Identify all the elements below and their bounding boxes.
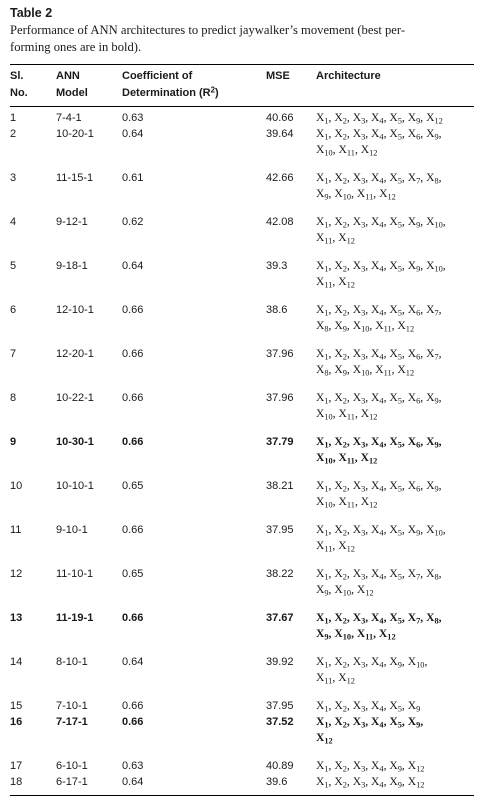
cell-ann-model: 10-30-1 xyxy=(56,436,94,448)
variable-term: $X_3$ xyxy=(352,171,366,186)
variable-term: $X_3$ xyxy=(352,715,366,730)
table-row xyxy=(10,510,474,554)
variable-term: $X_5$ xyxy=(389,347,402,362)
variable-term: $X_4$ xyxy=(371,715,384,730)
variable-term: $X_4$ xyxy=(371,215,384,230)
variable-term: $X_3$ xyxy=(352,479,366,494)
variable-term: $X_{11}$ xyxy=(356,187,374,202)
variable-term: $X_3$ xyxy=(352,215,366,230)
cell-sl-no: 5 xyxy=(10,260,17,272)
variable-term: $X_8$ xyxy=(316,363,329,378)
cell-r2: 0.65 xyxy=(122,480,144,492)
cell-r2: 0.63 xyxy=(122,760,144,772)
variable-term: $X_9$ xyxy=(389,775,402,790)
cell-sl-no: 14 xyxy=(10,656,23,668)
variable-term: $X_1$ xyxy=(316,391,329,406)
cell-mse: 38.6 xyxy=(266,304,288,316)
variable-term: $X_7$ xyxy=(407,611,421,626)
table-row xyxy=(10,746,474,774)
cell-mse: 37.96 xyxy=(266,348,294,360)
caption-line-2: forming ones are in bold). xyxy=(10,40,142,54)
cell-r2: 0.63 xyxy=(122,112,144,124)
variable-term: $X_5$ xyxy=(389,111,402,126)
table-row xyxy=(10,107,474,126)
cell-sl-no: 11 xyxy=(10,524,22,536)
cell-mse: 38.21 xyxy=(266,480,294,492)
variable-term: $X_2$ xyxy=(334,611,347,626)
variable-term: $X_{12}$ xyxy=(360,495,378,510)
variable-term: $X_3$ xyxy=(352,699,366,714)
variable-term: $X_{10}$ xyxy=(407,655,425,670)
cell-architecture: $X_1$, $X_2$, $X_3$, $X_4$, $X_5$, $X_7$, $X_8$, $X_9$, $X_{10}$, $X_{11}$, $X_{12}$ xyxy=(316,611,442,642)
variable-term: $X_{12}$ xyxy=(360,407,378,422)
variable-term: $X_9$ xyxy=(316,583,329,598)
variable-term: $X_{10}$ xyxy=(426,215,443,230)
cell-architecture: $X_1$, $X_2$, $X_3$, $X_4$, $X_5$, $X_9$, $X_{10}$, $X_{11}$, $X_{12}$ xyxy=(316,215,446,246)
cell-architecture: $X_1$, $X_2$, $X_3$, $X_4$, $X_5$, $X_9$ xyxy=(316,699,421,714)
variable-term: $X_6$ xyxy=(407,435,421,450)
cell-mse: 39.6 xyxy=(266,776,288,788)
variable-term: $X_3$ xyxy=(352,303,366,318)
cell-r2: 0.64 xyxy=(122,656,144,668)
cell-sl-no: 7 xyxy=(10,348,17,360)
table-row xyxy=(10,202,474,246)
variable-term: $X_1$ xyxy=(316,347,329,362)
variable-term: $X_5$ xyxy=(389,171,402,186)
variable-term: $X_{12}$ xyxy=(407,775,425,790)
variable-term: $X_4$ xyxy=(371,259,384,274)
cell-architecture: $X_1$, $X_2$, $X_3$, $X_4$, $X_5$, $X_6$, $X_9$, $X_{10}$, $X_{11}$, $X_{12}$ xyxy=(316,435,442,466)
variable-term: $X_8$ xyxy=(316,319,329,334)
variable-term: $X_{10}$ xyxy=(426,259,443,274)
table-row xyxy=(10,686,474,714)
cell-mse: 39.64 xyxy=(266,128,294,140)
cell-r2: 0.66 xyxy=(122,524,144,536)
cell-ann-model: 7-17-1 xyxy=(56,716,88,728)
variable-term: $X_9$ xyxy=(426,435,439,450)
variable-term: $X_2$ xyxy=(334,127,347,142)
cell-r2: 0.66 xyxy=(122,392,144,404)
cell-architecture: $X_1$, $X_2$, $X_3$, $X_4$, $X_5$, $X_7$, $X_8$, $X_9$, $X_{10}$, $X_{12}$ xyxy=(316,567,442,598)
variable-term: $X_{10}$ xyxy=(316,451,333,466)
cell-ann-model: 7-4-1 xyxy=(56,112,82,124)
cell-sl-no: 12 xyxy=(10,568,23,580)
variable-term: $X_{11}$ xyxy=(316,539,333,554)
variable-term: $X_8$ xyxy=(426,611,439,626)
cell-architecture: $X_1$, $X_2$, $X_3$, $X_4$, $X_9$, $X_{10}$, $X_{11}$, $X_{12}$ xyxy=(316,655,428,686)
variable-term: $X_6$ xyxy=(407,127,421,142)
variable-term: $X_{11}$ xyxy=(316,275,333,290)
variable-term: $X_{10}$ xyxy=(316,143,333,158)
cell-r2: 0.64 xyxy=(122,776,144,788)
cell-mse: 39.92 xyxy=(266,656,294,668)
variable-term: $X_7$ xyxy=(426,347,439,362)
cell-ann-model: 12-20-1 xyxy=(56,348,94,360)
variable-term: $X_9$ xyxy=(407,215,421,230)
table-row xyxy=(10,378,474,422)
variable-term: $X_4$ xyxy=(371,111,384,126)
variable-term: $X_6$ xyxy=(407,347,421,362)
cell-ann-model: 10-22-1 xyxy=(56,392,94,404)
cell-sl-no: 3 xyxy=(10,172,17,184)
table-figure xyxy=(10,6,474,796)
cell-sl-no: 13 xyxy=(10,612,23,624)
variable-term: $X_9$ xyxy=(334,363,347,378)
cell-mse: 39.3 xyxy=(266,260,288,272)
variable-term: $X_{11}$ xyxy=(338,143,355,158)
cell-r2: 0.66 xyxy=(122,304,144,316)
variable-term: $X_4$ xyxy=(371,435,384,450)
variable-term: $X_1$ xyxy=(316,523,329,538)
variable-term: $X_2$ xyxy=(334,435,347,450)
variable-term: $X_3$ xyxy=(352,435,366,450)
variable-term: $X_1$ xyxy=(316,111,329,126)
variable-term: $X_3$ xyxy=(352,775,366,790)
variable-term: $X_3$ xyxy=(352,567,366,582)
cell-architecture: $X_1$, $X_2$, $X_3$, $X_4$, $X_5$, $X_6$, $X_7$, $X_8$, $X_9$, $X_{10}$, $X_{11}$, $X_{12}$ xyxy=(316,347,442,378)
cell-ann-model: 10-10-1 xyxy=(56,480,94,492)
variable-term: $X_7$ xyxy=(426,303,439,318)
variable-term: $X_1$ xyxy=(316,479,329,494)
variable-term: $X_3$ xyxy=(352,111,366,126)
variable-term: $X_{11}$ xyxy=(316,231,333,246)
variable-term: $X_2$ xyxy=(334,391,347,406)
variable-term: $X_3$ xyxy=(352,611,366,626)
variable-term: $X_9$ xyxy=(426,127,439,142)
variable-term: $X_4$ xyxy=(371,775,384,790)
variable-term: $X_{10}$ xyxy=(334,583,352,598)
variable-term: $X_{12}$ xyxy=(397,319,415,334)
variable-term: $X_{11}$ xyxy=(316,671,333,686)
variable-term: $X_{10}$ xyxy=(352,319,370,334)
variable-term: $X_7$ xyxy=(407,567,421,582)
variable-term: $X_9$ xyxy=(426,479,439,494)
cell-sl-no: 18 xyxy=(10,776,23,788)
variable-term: $X_5$ xyxy=(389,715,402,730)
variable-term: $X_5$ xyxy=(389,391,402,406)
variable-term: $X_3$ xyxy=(352,127,366,142)
variable-term: $X_{10}$ xyxy=(426,523,443,538)
variable-term: $X_3$ xyxy=(352,523,366,538)
table-row xyxy=(10,642,474,686)
variable-term: $X_4$ xyxy=(371,523,384,538)
variable-term: $X_{10}$ xyxy=(316,407,333,422)
cell-architecture: $X_1$, $X_2$, $X_3$, $X_4$, $X_5$, $X_7$, $X_8$, $X_9$, $X_{10}$, $X_{11}$, $X_{12}$ xyxy=(316,171,442,202)
table-row xyxy=(10,714,474,746)
variable-term: $X_4$ xyxy=(371,303,384,318)
variable-term: $X_9$ xyxy=(389,655,402,670)
variable-term: $X_2$ xyxy=(334,171,347,186)
variable-term: $X_7$ xyxy=(407,171,421,186)
table-label: Table 2 xyxy=(10,6,53,20)
cell-ann-model: 9-18-1 xyxy=(56,260,88,272)
cell-mse: 37.96 xyxy=(266,392,294,404)
variable-term: $X_4$ xyxy=(371,391,384,406)
variable-term: $X_{11}$ xyxy=(356,627,374,642)
cell-sl-no: 9 xyxy=(10,436,17,448)
variable-term: $X_3$ xyxy=(352,391,366,406)
header-architecture: Architecture xyxy=(316,70,381,82)
variable-term: $X_2$ xyxy=(334,655,347,670)
cell-r2: 0.66 xyxy=(122,612,144,624)
variable-term: $X_1$ xyxy=(316,655,329,670)
table-row xyxy=(10,598,474,642)
variable-term: $X_9$ xyxy=(316,187,329,202)
variable-term: $X_6$ xyxy=(407,391,421,406)
variable-term: $X_{12}$ xyxy=(397,363,415,378)
cell-sl-no: 10 xyxy=(10,480,23,492)
variable-term: $X_6$ xyxy=(407,303,421,318)
variable-term: $X_3$ xyxy=(352,259,366,274)
cell-sl-no: 8 xyxy=(10,392,17,404)
variable-term: $X_2$ xyxy=(334,259,347,274)
variable-term: $X_1$ xyxy=(316,715,329,730)
variable-term: $X_{12}$ xyxy=(356,583,374,598)
table-row xyxy=(10,422,474,466)
header-coefficient: Coefficient of Determination $(R^2)$ xyxy=(122,70,219,99)
variable-term: $X_1$ xyxy=(316,759,329,774)
cell-architecture: $X_1$, $X_2$, $X_3$, $X_4$, $X_5$, $X_6$, $X_7$, $X_8$, $X_9$, $X_{10}$, $X_{11}$, $X_{12}$ xyxy=(316,303,442,334)
variable-term: $X_{10}$ xyxy=(352,363,370,378)
results-table xyxy=(10,65,474,102)
cell-sl-no: 1 xyxy=(10,112,17,124)
table-row xyxy=(10,290,474,334)
cell-r2: 0.66 xyxy=(122,348,144,360)
variable-term: $X_1$ xyxy=(316,215,329,230)
variable-term: $X_2$ xyxy=(334,215,347,230)
variable-term: $X_2$ xyxy=(334,567,347,582)
variable-term: $X_2$ xyxy=(334,347,347,362)
variable-term: $X_8$ xyxy=(426,171,439,186)
cell-ann-model: 8-10-1 xyxy=(56,656,88,668)
cell-ann-model: 11-15-1 xyxy=(56,172,94,184)
variable-term: $X_1$ xyxy=(316,567,329,582)
variable-term: $X_9$ xyxy=(407,111,421,126)
variable-term: $X_4$ xyxy=(371,127,384,142)
cell-architecture: $X_1$, $X_2$, $X_3$, $X_4$, $X_5$, $X_9$, $X_{10}$, $X_{11}$, $X_{12}$ xyxy=(316,523,446,554)
variable-term: $X_4$ xyxy=(371,699,384,714)
variable-term: $X_{12}$ xyxy=(338,275,355,290)
cell-mse: 37.52 xyxy=(266,716,294,728)
variable-term: $X_4$ xyxy=(371,479,384,494)
variable-term: $X_5$ xyxy=(389,699,402,714)
cell-sl-no: 16 xyxy=(10,716,23,728)
cell-architecture: $X_1$, $X_2$, $X_3$, $X_4$, $X_9$, $X_{12}$ xyxy=(316,775,425,790)
header-ann-model: ANN Model xyxy=(56,70,88,99)
cell-r2: 0.66 xyxy=(122,700,144,712)
cell-r2: 0.66 xyxy=(122,716,144,728)
variable-term: $X_5$ xyxy=(389,479,402,494)
variable-term: $X_{12}$ xyxy=(379,187,396,202)
variable-term: $X_9$ xyxy=(407,715,421,730)
variable-term: $X_1$ xyxy=(316,303,329,318)
variable-term: $X_{12}$ xyxy=(426,111,443,126)
variable-term: $X_{12}$ xyxy=(360,451,378,466)
variable-term: $X_{12}$ xyxy=(338,539,355,554)
cell-mse: 38.22 xyxy=(266,568,294,580)
table-caption xyxy=(10,22,474,56)
cell-ann-model: 11-10-1 xyxy=(56,568,94,580)
cell-architecture: $X_1$, $X_2$, $X_3$, $X_4$, $X_5$, $X_6$, $X_9$, $X_{10}$, $X_{11}$, $X_{12}$ xyxy=(316,479,442,510)
variable-term: $X_1$ xyxy=(316,699,329,714)
cell-mse: 40.66 xyxy=(266,112,294,124)
variable-term: $X_5$ xyxy=(389,435,402,450)
header-sl-no: Sl. No. xyxy=(10,70,28,99)
variable-term: $X_2$ xyxy=(334,523,347,538)
variable-term: $X_4$ xyxy=(371,655,384,670)
cell-sl-no: 6 xyxy=(10,304,17,316)
variable-term: $X_{12}$ xyxy=(338,671,355,686)
variable-term: $X_6$ xyxy=(407,479,421,494)
variable-term: $X_{11}$ xyxy=(338,407,355,422)
cell-r2: 0.64 xyxy=(122,260,144,272)
cell-mse: 42.66 xyxy=(266,172,294,184)
variable-term: $X_1$ xyxy=(316,775,329,790)
cell-ann-model: 9-12-1 xyxy=(56,216,88,228)
cell-architecture: $X_1$, $X_2$, $X_3$, $X_4$, $X_5$, $X_6$, $X_9$, $X_{10}$, $X_{11}$, $X_{12}$ xyxy=(316,391,442,422)
variable-term: $X_2$ xyxy=(334,111,347,126)
cell-ann-model: 9-10-1 xyxy=(56,524,88,536)
cell-r2: 0.65 xyxy=(122,568,144,580)
cell-ann-model: 10-20-1 xyxy=(56,128,94,140)
cell-r2: 0.61 xyxy=(122,172,144,184)
variable-term: $X_2$ xyxy=(334,759,347,774)
variable-term: $X_1$ xyxy=(316,171,329,186)
variable-term: $X_1$ xyxy=(316,435,329,450)
table-row xyxy=(10,334,474,378)
cell-architecture: $X_1$, $X_2$, $X_3$, $X_4$, $X_5$, $X_9$, $X_{10}$, $X_{11}$, $X_{12}$ xyxy=(316,259,446,290)
cell-ann-model: 6-17-1 xyxy=(56,776,88,788)
cell-sl-no: 17 xyxy=(10,760,23,772)
variable-term: $X_5$ xyxy=(389,303,402,318)
variable-term: $X_5$ xyxy=(389,611,402,626)
variable-term: $X_4$ xyxy=(371,759,384,774)
variable-term: $X_5$ xyxy=(389,523,402,538)
cell-architecture: $X_1$, $X_2$, $X_3$, $X_4$, $X_5$, $X_9$, $X_{12}$ xyxy=(316,111,443,126)
variable-term: $X_5$ xyxy=(389,567,402,582)
cell-architecture: $X_1$, $X_2$, $X_3$, $X_4$, $X_5$, $X_9$, $X_{12}$ xyxy=(316,715,424,746)
variable-term: $X_{12}$ xyxy=(338,231,355,246)
table-row xyxy=(10,466,474,510)
cell-mse: 37.95 xyxy=(266,700,294,712)
variable-term: $X_{12}$ xyxy=(407,759,425,774)
cell-sl-no: 2 xyxy=(10,128,17,140)
cell-architecture: $X_1$, $X_2$, $X_3$, $X_4$, $X_9$, $X_{12}$ xyxy=(316,759,425,774)
cell-sl-no: 4 xyxy=(10,216,17,228)
variable-term: $X_9$ xyxy=(407,259,421,274)
header-row xyxy=(10,65,474,102)
variable-term: $X_3$ xyxy=(352,347,366,362)
variable-term: $X_9$ xyxy=(334,319,347,334)
variable-term: $X_5$ xyxy=(389,127,402,142)
table-row xyxy=(10,246,474,290)
variable-term: $X_2$ xyxy=(334,479,347,494)
cell-mse: 40.89 xyxy=(266,760,294,772)
variable-term: $X_9$ xyxy=(407,699,421,714)
variable-term: $X_2$ xyxy=(334,715,347,730)
variable-term: $X_{11}$ xyxy=(338,451,355,466)
variable-term: $X_4$ xyxy=(371,567,384,582)
variable-term: $X_5$ xyxy=(389,215,402,230)
table-row xyxy=(10,158,474,202)
cell-mse: 37.67 xyxy=(266,612,294,624)
variable-term: $X_1$ xyxy=(316,259,329,274)
cell-ann-model: 6-10-1 xyxy=(56,760,88,772)
variable-term: $X_{10}$ xyxy=(334,187,352,202)
caption-line-1: Performance of ANN architectures to predict jaywalker’s movement (best per- xyxy=(10,23,406,37)
variable-term: $X_8$ xyxy=(426,567,439,582)
variable-term: $X_9$ xyxy=(407,523,421,538)
cell-sl-no: 15 xyxy=(10,700,23,712)
cell-ann-model: 12-10-1 xyxy=(56,304,94,316)
variable-term: $X_{10}$ xyxy=(316,495,333,510)
variable-term: $X_4$ xyxy=(371,611,384,626)
table-row xyxy=(10,554,474,598)
variable-term: $X_{11}$ xyxy=(375,319,392,334)
cell-architecture: $X_1$, $X_2$, $X_3$, $X_4$, $X_5$, $X_6$, $X_9$, $X_{10}$, $X_{11}$, $X_{12}$ xyxy=(316,127,442,158)
variable-term: $X_{12}$ xyxy=(378,627,396,642)
cell-r2: 0.62 xyxy=(122,216,144,228)
variable-term: $X_2$ xyxy=(334,775,347,790)
variable-term: $X_3$ xyxy=(352,759,366,774)
variable-term: $X_{12}$ xyxy=(316,731,333,746)
variable-term: $X_{11}$ xyxy=(375,363,392,378)
header-mse: MSE xyxy=(266,70,290,82)
variable-term: $X_{11}$ xyxy=(338,495,355,510)
variable-term: $X_9$ xyxy=(426,391,439,406)
results-table-body xyxy=(10,107,474,790)
cell-mse: 37.95 xyxy=(266,524,294,536)
table-row xyxy=(10,774,474,790)
variable-term: $X_4$ xyxy=(371,347,384,362)
variable-term: $X_5$ xyxy=(389,259,402,274)
variable-term: $X_4$ xyxy=(371,171,384,186)
variable-term: $X_2$ xyxy=(334,699,347,714)
table-row xyxy=(10,126,474,158)
variable-term: $X_9$ xyxy=(316,627,329,642)
variable-term: $X_3$ xyxy=(352,655,366,670)
cell-ann-model: 7-10-1 xyxy=(56,700,88,712)
variable-term: $X_1$ xyxy=(316,127,329,142)
cell-mse: 37.79 xyxy=(266,436,294,448)
variable-term: $X_{10}$ xyxy=(334,627,352,642)
variable-term: $X_1$ xyxy=(316,611,329,626)
cell-r2: 0.66 xyxy=(122,436,144,448)
cell-r2: 0.64 xyxy=(122,128,144,140)
cell-ann-model: 11-19-1 xyxy=(56,612,94,624)
cell-mse: 42.08 xyxy=(266,216,294,228)
variable-term: $X_9$ xyxy=(389,759,402,774)
variable-term: $X_{12}$ xyxy=(360,143,378,158)
variable-term: $X_2$ xyxy=(334,303,347,318)
